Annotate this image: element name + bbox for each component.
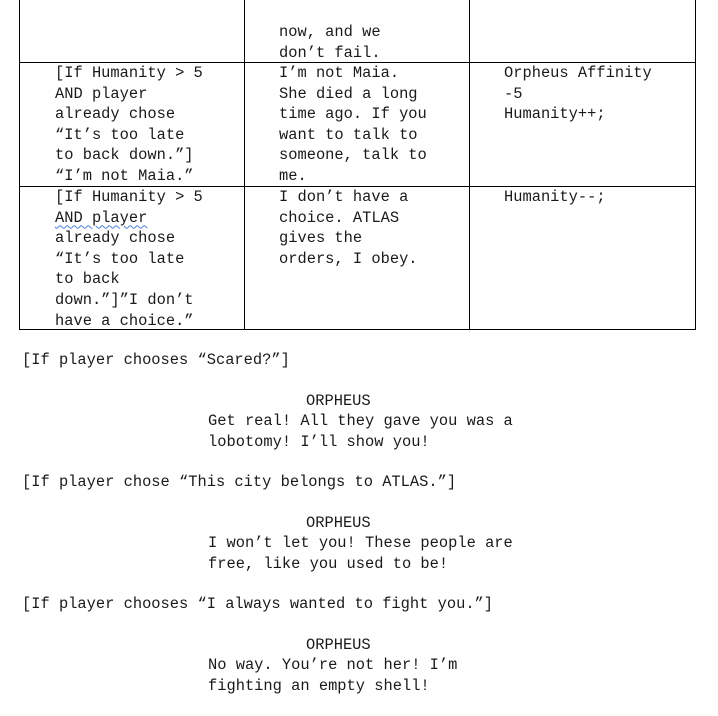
effect-cell: Orpheus Affinity -5 Humanity++; [470,63,696,187]
stage-direction: [If player chooses “Scared?”] [22,351,290,369]
choice-cell [20,0,245,63]
spellcheck-underline: AND player [55,208,148,227]
dialogue-text: No way. You’re not her! I’m fighting an empty shell! [208,656,458,695]
line-cell: I don’t have a choice. ATLAS gives the orders, I obey. [245,187,470,330]
stage-direction: [If player chose “This city belongs to ATLAS.”] [22,473,457,491]
effect-cell: Humanity--; [470,187,696,330]
line-cell: I’m not Maia. She died a long time ago. If you want to talk to someone, talk to me. [245,63,470,187]
character-name: ORPHEUS [306,514,371,532]
character-name: ORPHEUS [306,636,371,654]
choice-cell: [If Humanity > 5 AND player already chose “It’s too late to back down.”] “I’m not Maia.” [20,63,245,187]
line-cell: now, and we don’t fail. [245,0,470,63]
table-row [20,63,696,187]
table-row [20,0,696,63]
table-row [20,187,696,330]
dialogue-text: Get real! All they gave you was a lobotomy! I’ll show you! [208,412,513,451]
character-name: ORPHEUS [306,392,371,410]
choice-cell: [If Humanity > 5 AND player already chose “It’s too late to back down.”]”I don’t have a choice.” [20,187,245,330]
dialogue-text: I won’t let you! These people are free, like you used to be! [208,534,513,573]
effect-cell [470,0,696,63]
stage-direction: [If player chooses “I always wanted to fight you.”] [22,595,494,613]
dialogue-table [19,0,696,330]
